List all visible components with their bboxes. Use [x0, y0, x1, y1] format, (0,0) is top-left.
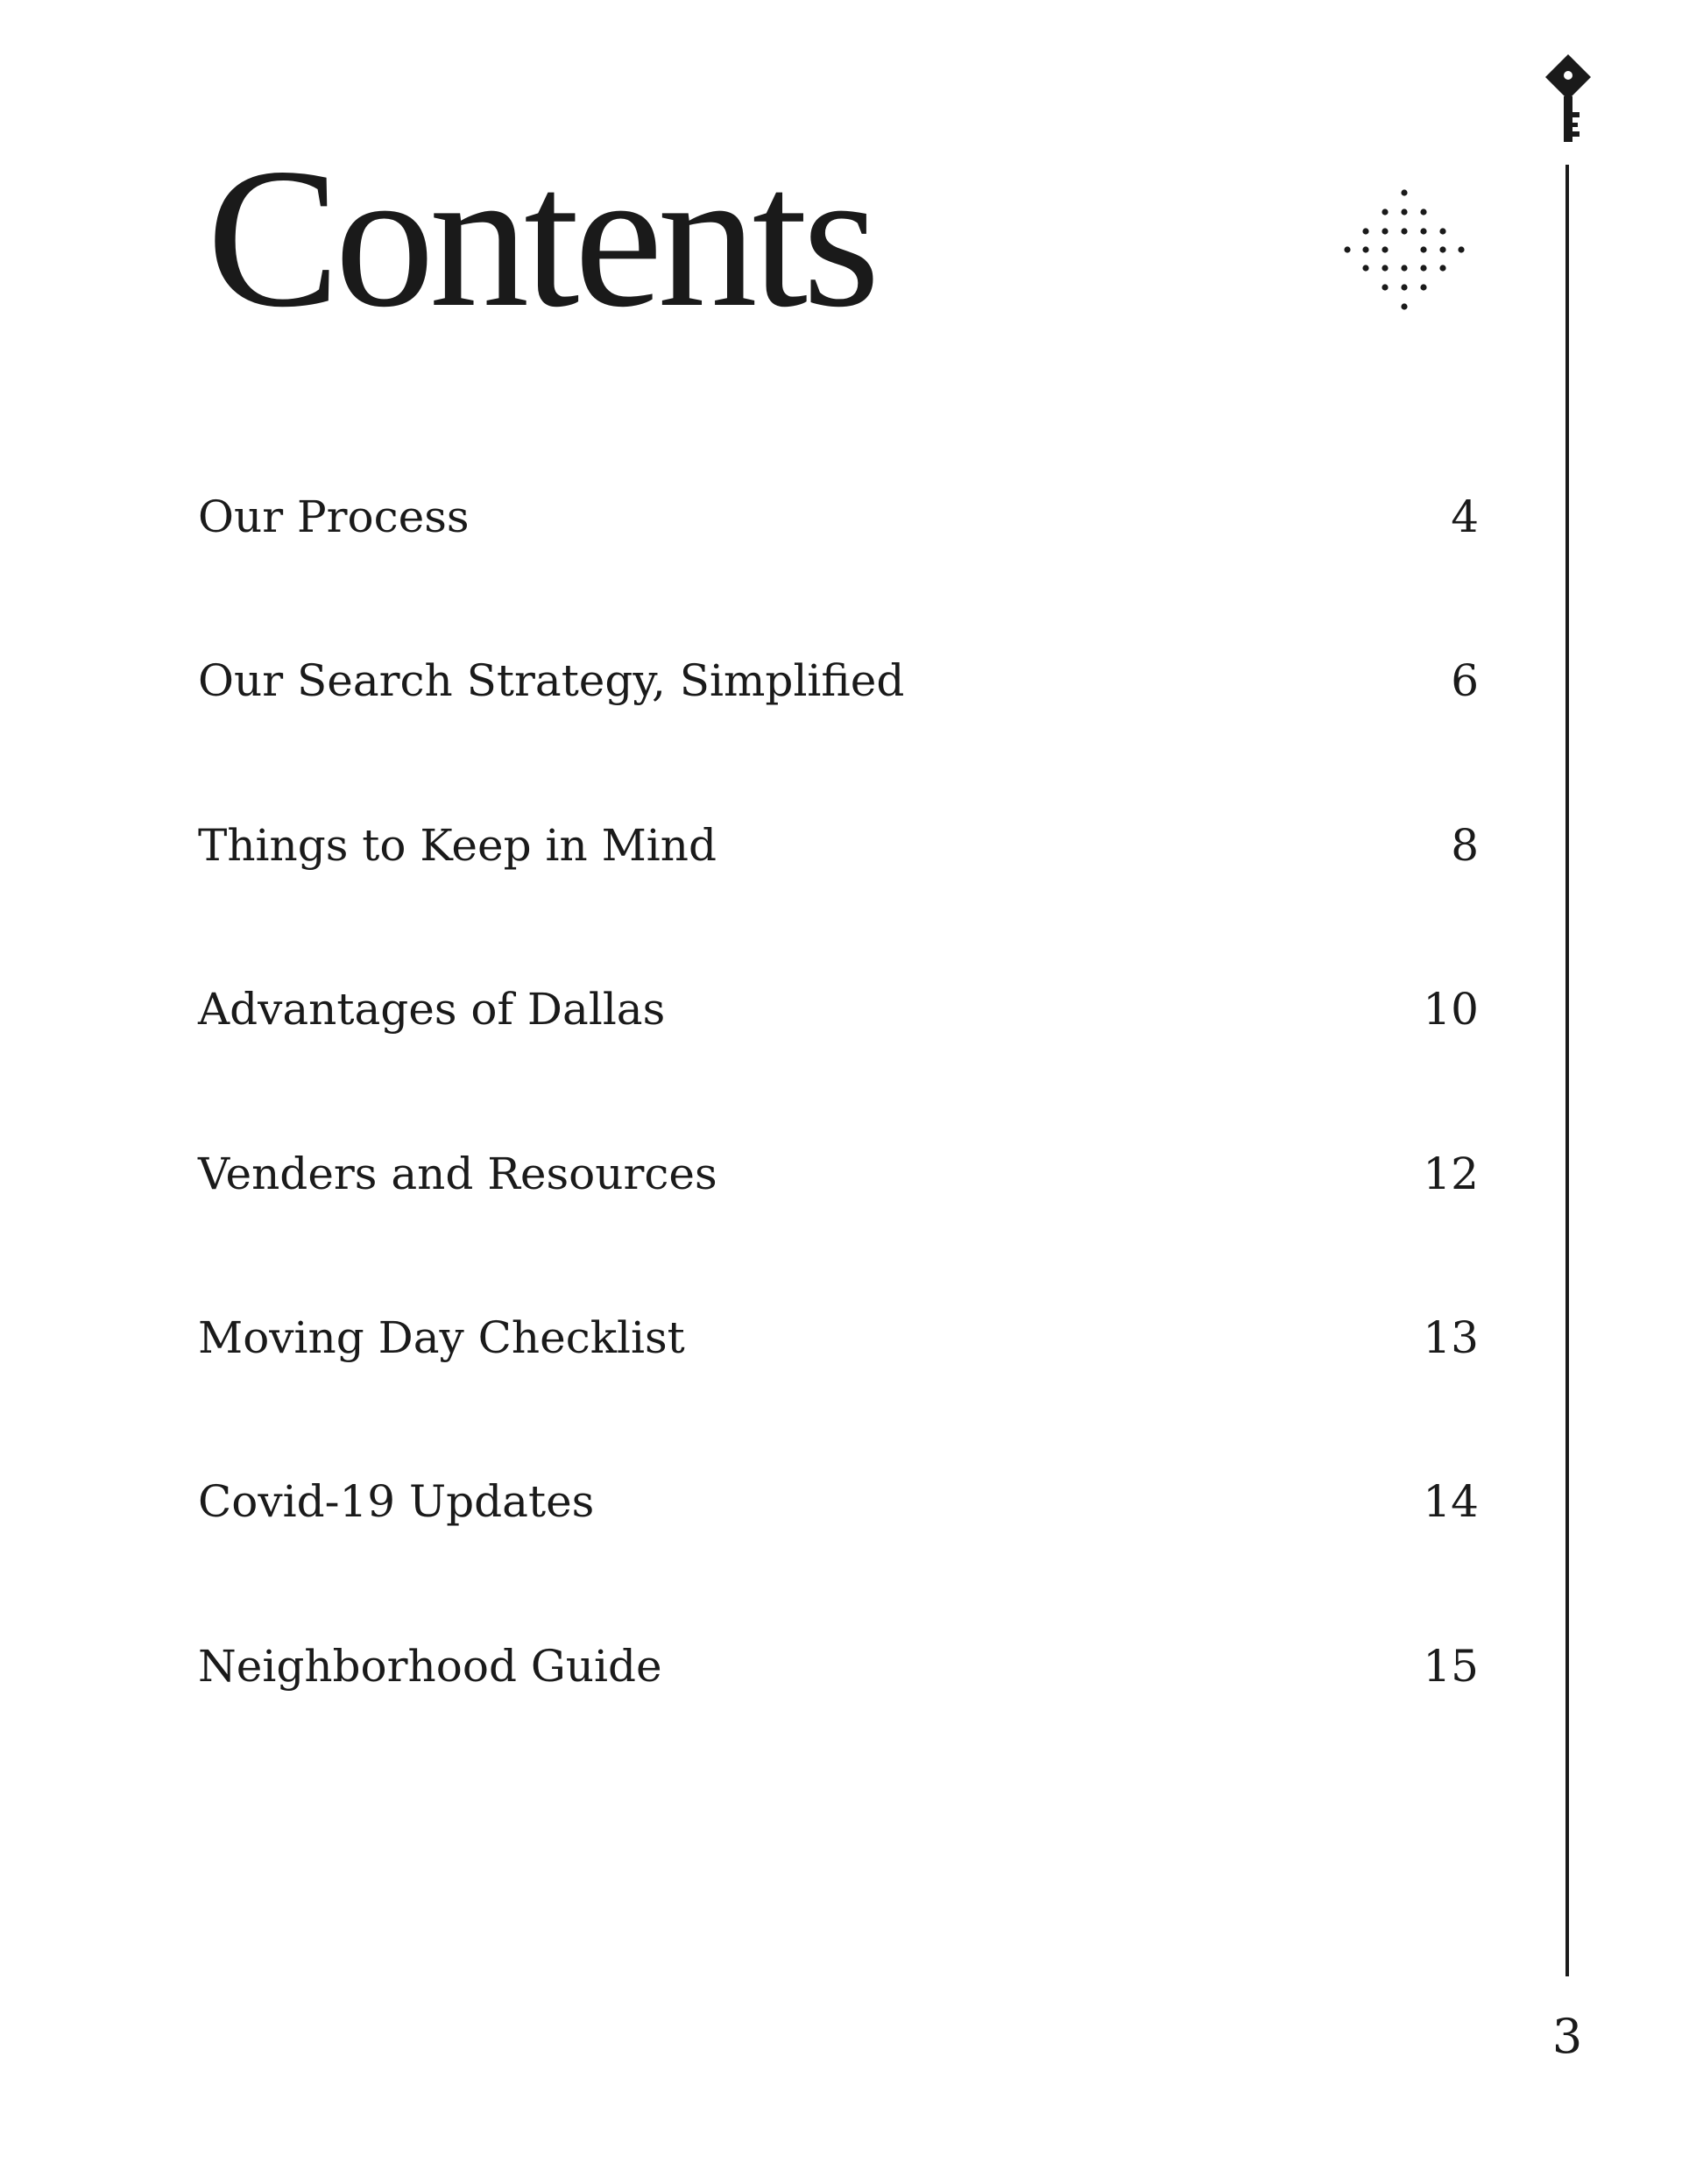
toc-entry-our-process[interactable]	[198, 484, 1479, 647]
toc-entry-neighborhood-guide[interactable]	[198, 1633, 1479, 1797]
table-of-contents	[198, 484, 1479, 1797]
toc-entry-page-number: 13	[1423, 1311, 1479, 1363]
toc-entry-things-to-keep-in-mind[interactable]	[198, 812, 1479, 976]
toc-entry-page-number: 12	[1423, 1148, 1479, 1199]
toc-entry-label: Things to Keep in Mind	[198, 819, 717, 871]
toc-entry-label: Covid-19 Updates	[198, 1476, 595, 1528]
page-title: Contents	[207, 128, 875, 349]
toc-entry-covid-19-updates[interactable]	[198, 1468, 1479, 1632]
toc-entry-advantages-of-dallas[interactable]	[198, 976, 1479, 1140]
toc-entry-page-number: 8	[1451, 819, 1479, 871]
page-number: 3	[1551, 2009, 1583, 2064]
toc-entry-label: Moving Day Checklist	[198, 1311, 685, 1363]
toc-entry-page-number: 15	[1423, 1640, 1479, 1692]
toc-entry-label: Our Process	[198, 491, 470, 542]
toc-entry-label: Venders and Resources	[198, 1148, 717, 1199]
toc-entry-page-number: 14	[1423, 1476, 1479, 1528]
toc-entry-page-number: 4	[1451, 491, 1479, 542]
dotted-diamond-icon	[1340, 186, 1468, 314]
toc-entry-page-number: 6	[1451, 655, 1479, 707]
vertical-divider	[1565, 165, 1569, 1976]
toc-entry-search-strategy[interactable]	[198, 647, 1479, 811]
toc-entry-venders-and-resources[interactable]	[198, 1141, 1479, 1304]
toc-entry-moving-day-checklist[interactable]	[198, 1304, 1479, 1468]
toc-entry-label: Our Search Strategy, Simplified	[198, 655, 905, 707]
toc-entry-label: Advantages of Dallas	[198, 984, 666, 1035]
toc-entry-page-number: 10	[1423, 984, 1479, 1035]
toc-entry-label: Neighborhood Guide	[198, 1640, 662, 1692]
key-icon	[1544, 54, 1593, 145]
